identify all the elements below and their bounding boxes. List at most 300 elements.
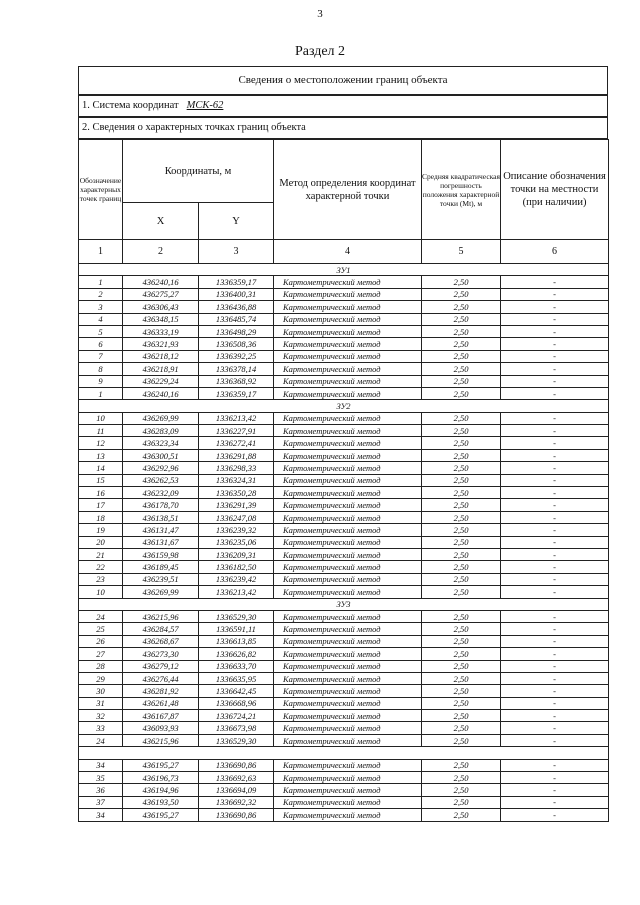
y-cell: 1336692,63 (199, 772, 274, 784)
y-cell: 1336673,98 (199, 722, 274, 734)
error-cell: 2,50 (422, 511, 501, 523)
method-cell: Картометрический метод (274, 635, 422, 647)
method-cell: Картометрический метод (274, 276, 422, 288)
x-cell: 436195,27 (123, 809, 199, 821)
method-cell: Картометрический метод (274, 697, 422, 709)
point-id-cell: 30 (79, 685, 123, 697)
x-cell: 436215,96 (123, 610, 199, 622)
description-cell: - (501, 301, 609, 313)
y-cell: 1336400,31 (199, 288, 274, 300)
y-cell: 1336247,08 (199, 511, 274, 523)
description-cell: - (501, 425, 609, 437)
point-id-cell: 35 (79, 772, 123, 784)
description-cell: - (501, 524, 609, 536)
y-cell: 1336209,31 (199, 548, 274, 560)
y-cell: 1336529,30 (199, 610, 274, 622)
method-cell: Картометрический метод (274, 660, 422, 672)
method-cell: Картометрический метод (274, 772, 422, 784)
x-cell: 436261,48 (123, 697, 199, 709)
table-row (79, 449, 609, 461)
group-row (79, 400, 609, 412)
table-row (79, 561, 609, 573)
table-row (79, 759, 609, 771)
method-cell: Картометрический метод (274, 796, 422, 808)
col-header-y: Y (199, 203, 274, 240)
x-cell: 436218,91 (123, 363, 199, 375)
x-cell: 436131,67 (123, 536, 199, 548)
x-cell: 436268,67 (123, 635, 199, 647)
point-id-cell: 21 (79, 548, 123, 560)
method-cell: Картометрический метод (274, 462, 422, 474)
error-cell: 2,50 (422, 623, 501, 635)
x-cell: 436138,51 (123, 511, 199, 523)
error-cell: 2,50 (422, 635, 501, 647)
error-cell: 2,50 (422, 462, 501, 474)
point-id-cell: 7 (79, 350, 123, 362)
point-id-cell: 5 (79, 325, 123, 337)
description-cell: - (501, 561, 609, 573)
point-id-cell: 27 (79, 648, 123, 660)
error-cell: 2,50 (422, 734, 501, 746)
table-row (79, 548, 609, 560)
point-id-cell: 18 (79, 511, 123, 523)
error-cell: 2,50 (422, 412, 501, 424)
x-cell: 436333,19 (123, 325, 199, 337)
table-row (79, 363, 609, 375)
error-cell: 2,50 (422, 772, 501, 784)
col-header-x: X (123, 203, 199, 240)
table-row (79, 487, 609, 499)
col-header-coords: Координаты, м (123, 140, 274, 203)
y-cell: 1336359,17 (199, 276, 274, 288)
error-cell: 2,50 (422, 573, 501, 585)
error-cell: 2,50 (422, 437, 501, 449)
description-cell: - (501, 387, 609, 399)
x-cell: 436159,98 (123, 548, 199, 560)
error-cell: 2,50 (422, 759, 501, 771)
method-cell: Картометрический метод (274, 412, 422, 424)
method-cell: Картометрический метод (274, 722, 422, 734)
table-row (79, 511, 609, 523)
error-cell: 2,50 (422, 561, 501, 573)
x-cell: 436348,15 (123, 313, 199, 325)
method-cell: Картометрический метод (274, 325, 422, 337)
point-id-cell: 10 (79, 586, 123, 598)
x-cell: 436283,09 (123, 425, 199, 437)
method-cell: Картометрический метод (274, 511, 422, 523)
table-row (79, 623, 609, 635)
method-cell: Картометрический метод (274, 350, 422, 362)
method-cell: Картометрический метод (274, 685, 422, 697)
x-cell: 436275,27 (123, 288, 199, 300)
error-cell: 2,50 (422, 548, 501, 560)
description-cell: - (501, 586, 609, 598)
point-id-cell: 24 (79, 734, 123, 746)
point-id-cell: 29 (79, 672, 123, 684)
y-cell: 1336508,36 (199, 338, 274, 350)
y-cell: 1336642,45 (199, 685, 274, 697)
table-row (79, 648, 609, 660)
error-cell: 2,50 (422, 722, 501, 734)
y-cell: 1336359,17 (199, 387, 274, 399)
table-row (79, 536, 609, 548)
group-row (79, 598, 609, 610)
method-cell: Картометрический метод (274, 313, 422, 325)
y-cell: 1336626,82 (199, 648, 274, 660)
col-header-description: Описание обозначения точки на местности (при наличии) (501, 140, 609, 240)
points-table (78, 139, 609, 822)
description-cell: - (501, 338, 609, 350)
table-row (79, 301, 609, 313)
table-row (79, 412, 609, 424)
point-id-cell: 33 (79, 722, 123, 734)
error-cell: 2,50 (422, 276, 501, 288)
point-id-cell: 11 (79, 425, 123, 437)
group-label: ЗУ2 (79, 400, 609, 412)
table-row (79, 288, 609, 300)
col-header-error: Средняя квадратическая погрешность положения характерной точки (Mt), м (422, 140, 501, 240)
method-cell: Картометрический метод (274, 536, 422, 548)
method-cell: Картометрический метод (274, 548, 422, 560)
point-id-cell: 2 (79, 288, 123, 300)
description-cell: - (501, 635, 609, 647)
table-row (79, 685, 609, 697)
x-cell: 436239,51 (123, 573, 199, 585)
table-row (79, 784, 609, 796)
description-cell: - (501, 722, 609, 734)
error-cell: 2,50 (422, 610, 501, 622)
table-row (79, 524, 609, 536)
error-cell: 2,50 (422, 474, 501, 486)
method-cell: Картометрический метод (274, 573, 422, 585)
x-cell: 436195,27 (123, 759, 199, 771)
error-cell: 2,50 (422, 325, 501, 337)
error-cell: 2,50 (422, 660, 501, 672)
x-cell: 436218,12 (123, 350, 199, 362)
point-id-cell: 4 (79, 313, 123, 325)
x-cell: 436232,09 (123, 487, 199, 499)
x-cell: 436240,16 (123, 387, 199, 399)
description-cell: - (501, 412, 609, 424)
x-cell: 436321,93 (123, 338, 199, 350)
x-cell: 436194,96 (123, 784, 199, 796)
x-cell: 436306,43 (123, 301, 199, 313)
coord-system-line (78, 95, 608, 117)
method-cell: Картометрический метод (274, 809, 422, 821)
error-cell: 2,50 (422, 796, 501, 808)
point-id-cell: 32 (79, 710, 123, 722)
table-row (79, 573, 609, 585)
col-number: 6 (501, 240, 609, 264)
description-cell: - (501, 809, 609, 821)
description-cell: - (501, 772, 609, 784)
y-cell: 1336182,50 (199, 561, 274, 573)
group-label (79, 747, 609, 759)
method-cell: Картометрический метод (274, 437, 422, 449)
error-cell: 2,50 (422, 375, 501, 387)
description-cell: - (501, 313, 609, 325)
table-row (79, 276, 609, 288)
table-row (79, 586, 609, 598)
error-cell: 2,50 (422, 288, 501, 300)
col-number: 1 (79, 240, 123, 264)
method-cell: Картометрический метод (274, 301, 422, 313)
x-cell: 436215,96 (123, 734, 199, 746)
x-cell: 436292,96 (123, 462, 199, 474)
error-cell: 2,50 (422, 586, 501, 598)
description-cell: - (501, 536, 609, 548)
method-cell: Картометрический метод (274, 449, 422, 461)
method-cell: Картометрический метод (274, 759, 422, 771)
y-cell: 1336485,74 (199, 313, 274, 325)
col-number: 2 (123, 240, 199, 264)
x-cell: 436229,24 (123, 375, 199, 387)
x-cell: 436276,44 (123, 672, 199, 684)
x-cell: 436323,34 (123, 437, 199, 449)
x-cell: 436300,51 (123, 449, 199, 461)
table-row (79, 375, 609, 387)
table-row (79, 697, 609, 709)
error-cell: 2,50 (422, 685, 501, 697)
description-cell: - (501, 623, 609, 635)
group-row (79, 264, 609, 276)
table-row (79, 387, 609, 399)
method-cell: Картометрический метод (274, 387, 422, 399)
method-cell: Картометрический метод (274, 648, 422, 660)
table-row (79, 425, 609, 437)
table-row (79, 710, 609, 722)
y-cell: 1336291,39 (199, 499, 274, 511)
method-cell: Картометрический метод (274, 561, 422, 573)
point-id-cell: 23 (79, 573, 123, 585)
y-cell: 1336378,14 (199, 363, 274, 375)
description-cell: - (501, 610, 609, 622)
method-cell: Картометрический метод (274, 672, 422, 684)
y-cell: 1336235,06 (199, 536, 274, 548)
description-cell: - (501, 660, 609, 672)
error-cell: 2,50 (422, 697, 501, 709)
x-cell: 436269,99 (123, 412, 199, 424)
table-row (79, 499, 609, 511)
description-cell: - (501, 350, 609, 362)
description-cell: - (501, 648, 609, 660)
point-id-cell: 16 (79, 487, 123, 499)
description-cell: - (501, 796, 609, 808)
error-cell: 2,50 (422, 524, 501, 536)
y-cell: 1336635,95 (199, 672, 274, 684)
method-cell: Картометрический метод (274, 487, 422, 499)
description-cell: - (501, 672, 609, 684)
y-cell: 1336690,86 (199, 809, 274, 821)
y-cell: 1336227,91 (199, 425, 274, 437)
method-cell: Картометрический метод (274, 425, 422, 437)
method-cell: Картометрический метод (274, 338, 422, 350)
description-cell: - (501, 449, 609, 461)
point-id-cell: 1 (79, 387, 123, 399)
y-cell: 1336690,86 (199, 759, 274, 771)
description-cell: - (501, 363, 609, 375)
x-cell: 436240,16 (123, 276, 199, 288)
y-cell: 1336436,88 (199, 301, 274, 313)
x-cell: 436093,93 (123, 722, 199, 734)
table-row (79, 338, 609, 350)
x-cell: 436193,50 (123, 796, 199, 808)
section-title: Раздел 2 (294, 44, 346, 59)
error-cell: 2,50 (422, 387, 501, 399)
error-cell: 2,50 (422, 301, 501, 313)
description-cell: - (501, 697, 609, 709)
method-cell: Картометрический метод (274, 623, 422, 635)
table-row (79, 437, 609, 449)
table-row (79, 325, 609, 337)
point-id-cell: 22 (79, 561, 123, 573)
y-cell: 1336350,28 (199, 487, 274, 499)
point-id-cell: 15 (79, 474, 123, 486)
point-id-cell: 34 (79, 759, 123, 771)
method-cell: Картометрический метод (274, 288, 422, 300)
col-number: 5 (422, 240, 501, 264)
point-id-cell: 1 (79, 276, 123, 288)
y-cell: 1336591,11 (199, 623, 274, 635)
method-cell: Картометрический метод (274, 784, 422, 796)
point-id-cell: 28 (79, 660, 123, 672)
description-cell: - (501, 548, 609, 560)
y-cell: 1336272,41 (199, 437, 274, 449)
x-cell: 436269,99 (123, 586, 199, 598)
error-cell: 2,50 (422, 784, 501, 796)
table-row (79, 672, 609, 684)
point-id-cell: 36 (79, 784, 123, 796)
y-cell: 1336694,09 (199, 784, 274, 796)
description-cell: - (501, 573, 609, 585)
table-row (79, 462, 609, 474)
group-label: ЗУ3 (79, 598, 609, 610)
point-id-cell: 37 (79, 796, 123, 808)
description-cell: - (501, 325, 609, 337)
x-cell: 436167,87 (123, 710, 199, 722)
description-cell: - (501, 375, 609, 387)
x-cell: 436262,53 (123, 474, 199, 486)
table-row (79, 734, 609, 746)
x-cell: 436196,73 (123, 772, 199, 784)
table-row (79, 474, 609, 486)
point-id-cell: 13 (79, 449, 123, 461)
point-id-cell: 24 (79, 610, 123, 622)
description-cell: - (501, 437, 609, 449)
y-cell: 1336668,96 (199, 697, 274, 709)
x-cell: 436279,12 (123, 660, 199, 672)
point-id-cell: 19 (79, 524, 123, 536)
y-cell: 1336368,92 (199, 375, 274, 387)
group-row (79, 747, 609, 759)
col-number: 4 (274, 240, 422, 264)
method-cell: Картометрический метод (274, 734, 422, 746)
table-row (79, 635, 609, 647)
point-id-cell: 17 (79, 499, 123, 511)
description-cell: - (501, 685, 609, 697)
y-cell: 1336392,25 (199, 350, 274, 362)
table-row (79, 350, 609, 362)
y-cell: 1336213,42 (199, 412, 274, 424)
point-id-cell: 26 (79, 635, 123, 647)
error-cell: 2,50 (422, 499, 501, 511)
method-cell: Картометрический метод (274, 375, 422, 387)
y-cell: 1336239,42 (199, 573, 274, 585)
description-cell: - (501, 511, 609, 523)
table-row (79, 809, 609, 821)
description-cell: - (501, 474, 609, 486)
error-cell: 2,50 (422, 648, 501, 660)
error-cell: 2,50 (422, 536, 501, 548)
x-cell: 436178,70 (123, 499, 199, 511)
y-cell: 1336498,29 (199, 325, 274, 337)
table-row (79, 722, 609, 734)
table-row (79, 610, 609, 622)
y-cell: 1336692,32 (199, 796, 274, 808)
y-cell: 1336529,30 (199, 734, 274, 746)
col-header-method: Метод определения координат характерной точки (274, 140, 422, 240)
group-label: ЗУ1 (79, 264, 609, 276)
description-cell: - (501, 784, 609, 796)
y-cell: 1336213,42 (199, 586, 274, 598)
point-id-cell: 31 (79, 697, 123, 709)
y-cell: 1336324,31 (199, 474, 274, 486)
col-number: 3 (199, 240, 274, 264)
point-id-cell: 6 (79, 338, 123, 350)
description-cell: - (501, 276, 609, 288)
error-cell: 2,50 (422, 350, 501, 362)
point-id-cell: 20 (79, 536, 123, 548)
method-cell: Картометрический метод (274, 710, 422, 722)
x-cell: 436131,47 (123, 524, 199, 536)
point-id-cell: 25 (79, 623, 123, 635)
description-cell: - (501, 710, 609, 722)
error-cell: 2,50 (422, 338, 501, 350)
y-cell: 1336239,32 (199, 524, 274, 536)
error-cell: 2,50 (422, 363, 501, 375)
method-cell: Картометрический метод (274, 474, 422, 486)
y-cell: 1336633,70 (199, 660, 274, 672)
col-header-point: Обозначение характерных точек границ (79, 140, 123, 240)
table-row (79, 313, 609, 325)
table-row (79, 796, 609, 808)
point-id-cell: 34 (79, 809, 123, 821)
description-cell: - (501, 734, 609, 746)
point-id-cell: 3 (79, 301, 123, 313)
x-cell: 436189,45 (123, 561, 199, 573)
point-id-cell: 8 (79, 363, 123, 375)
points-section-label: 2. Сведения о характерных точках границ объекта (78, 117, 608, 139)
table-row (79, 772, 609, 784)
coord-system-label: 1. Система координат (82, 100, 179, 111)
error-cell: 2,50 (422, 710, 501, 722)
error-cell: 2,50 (422, 672, 501, 684)
y-cell: 1336291,88 (199, 449, 274, 461)
description-cell: - (501, 499, 609, 511)
point-id-cell: 10 (79, 412, 123, 424)
table-row (79, 660, 609, 672)
point-id-cell: 14 (79, 462, 123, 474)
x-cell: 436284,57 (123, 623, 199, 635)
error-cell: 2,50 (422, 449, 501, 461)
coord-system-value: МСК-62 (186, 100, 224, 111)
method-cell: Картометрический метод (274, 610, 422, 622)
error-cell: 2,50 (422, 809, 501, 821)
x-cell: 436281,92 (123, 685, 199, 697)
error-cell: 2,50 (422, 425, 501, 437)
y-cell: 1336298,33 (199, 462, 274, 474)
y-cell: 1336613,85 (199, 635, 274, 647)
